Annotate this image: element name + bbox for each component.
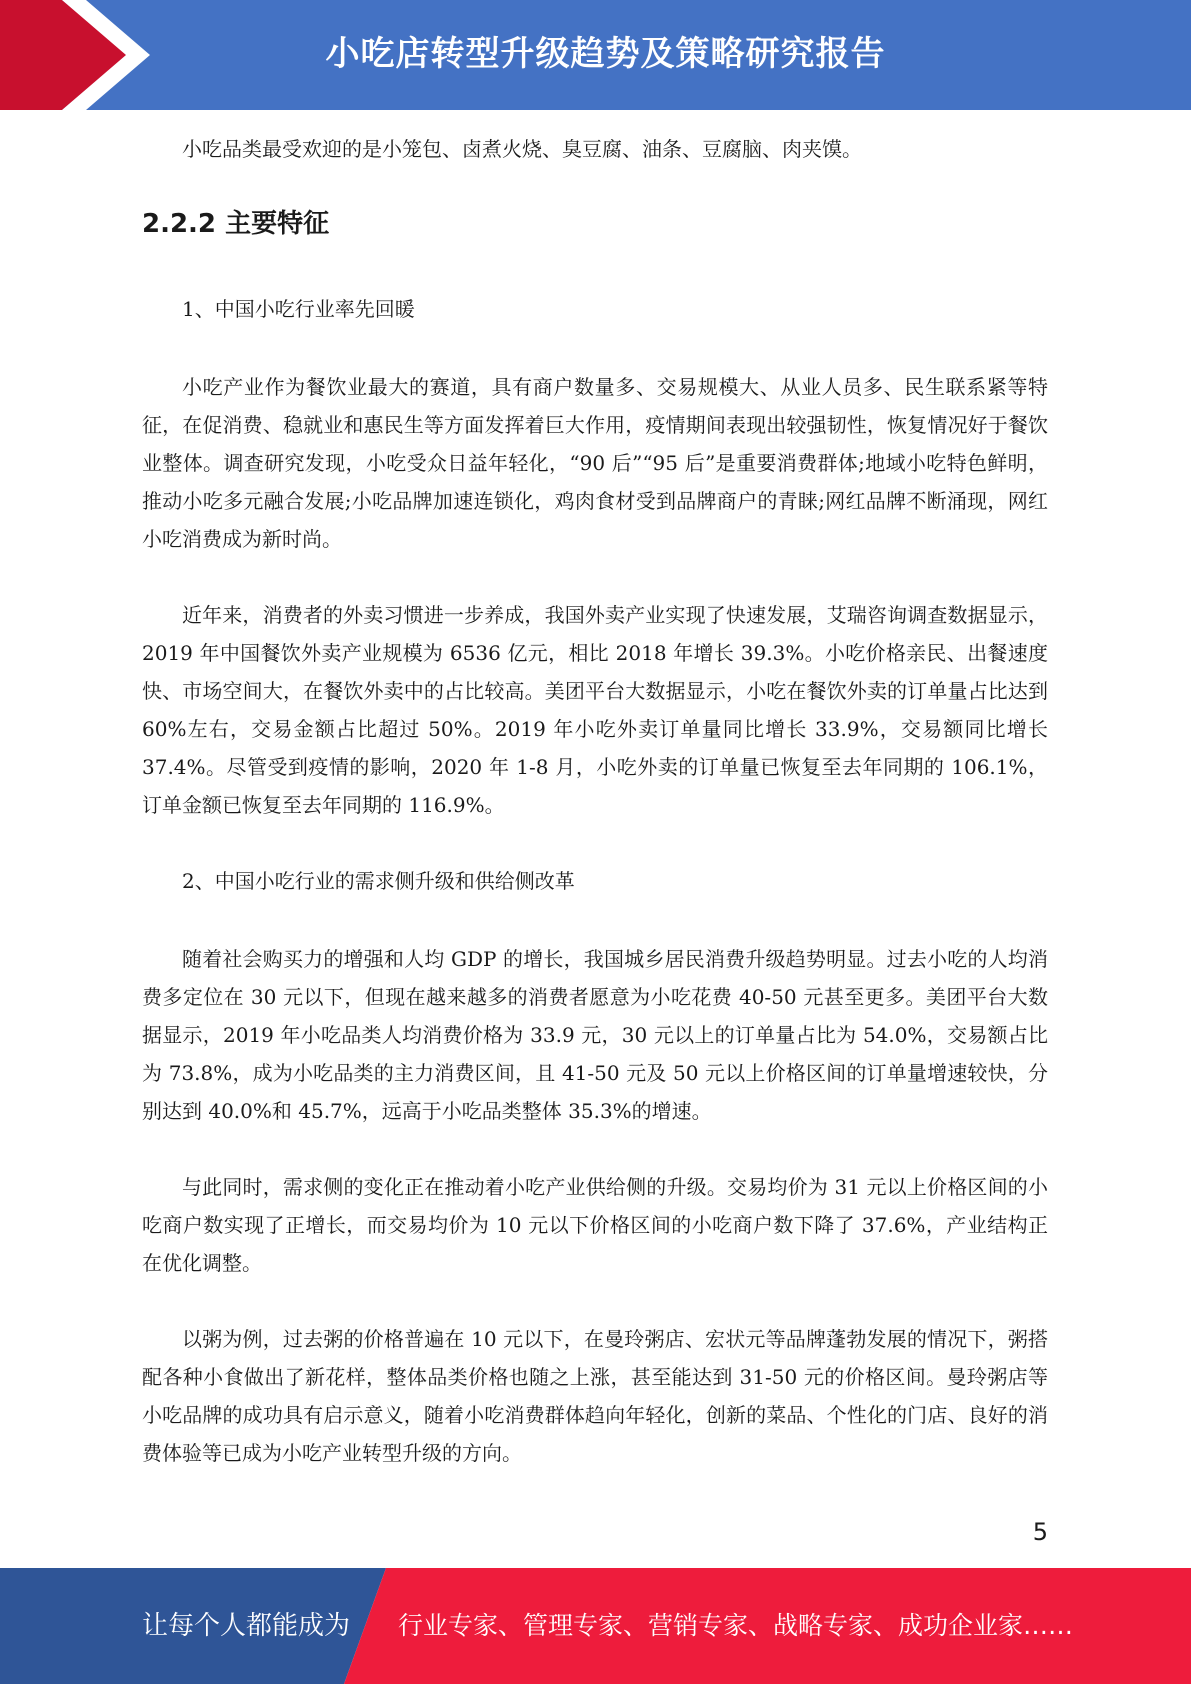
footer-slogan-right: 行业专家、管理专家、营销专家、战略专家、成功企业家…… <box>398 1611 1074 1640</box>
section-heading: 2.2.2 主要特征 <box>142 209 330 239</box>
page-number: 5 <box>1032 1518 1048 1546</box>
paragraph-4: 与此同时，需求侧的变化正在推动着小吃产业供给侧的升级。交易均价为 31 元以上价格区间的小吃商户数实现了正增长，而交易均价为 10 元以下价格区间的小吃商户数下降了 37.6%，产业结构正在优化调整。 <box>142 1175 1048 1275</box>
paragraph-5: 以粥为例，过去粥的价格普遍在 10 元以下，在曼玲粥店、宏状元等品牌蓬勃发展的情况下，粥搭配各种小食做出了新花样，整体品类价格也随之上涨，甚至能达到 31-50 元的价格区间。曼玲粥店等小吃品牌的成功具有启示意义，随着小吃消费群体趋向年轻化，创新的菜品、个性化的门店、良好的消费体验等已成为小吃产业转型升级的方向。 <box>142 1327 1048 1465</box>
paragraph-1: 小吃产业作为餐饮业最大的赛道，具有商户数量多、交易规模大、从业人员多、民生联系紧等特征，在促消费、稳就业和惠民生等方面发挥着巨大作用，疫情期间表现出较强韧性，恢复情况好于餐饮业整体。调查研究发现，小吃受众日益年轻化，“90 后”“95 后”是重要消费群体;地域小吃特色鲜明，推动小吃多元融合发展;小吃品牌加速连锁化，鸡肉食材受到品牌商户的青睐;网红品牌不断涌现，网红小吃消费成为新时尚。 <box>142 375 1048 551</box>
paragraph-2: 近年来，消费者的外卖习惯进一步养成，我国外卖产业实现了快速发展，艾瑞咨询调查数据显示，2019 年中国餐饮外卖产业规模为 6536 亿元，相比 2018 年增长 39.3%。小吃价格亲民、出餐速度快、市场空间大，在餐饮外卖中的占比较高。美团平台大数据显示，小吃在餐饮外卖的订单量占比达到 60%左右，交易金额占比超过 50%。2019 年小吃外卖订单量同比增长 33.9%，交易额同比增长 37.4%。尽管受到疫情的影响，2020 年 1-8 月，小吃外卖的订单量已恢复至去年同期的 106.1%，订单金额已恢复至去年同期的 116.9%。 <box>142 603 1048 817</box>
item-title-2: 2、中国小吃行业的需求侧升级和供给侧改革 <box>182 869 575 893</box>
document-title: 小吃店转型升级趋势及策略研究报告 <box>325 34 886 74</box>
header-banner <box>0 0 1191 110</box>
paragraph-3: 随着社会购买力的增强和人均 GDP 的增长，我国城乡居民消费升级趋势明显。过去小吃的人均消费多定位在 30 元以下，但现在越来越多的消费者愿意为小吃花费 40-50 元甚至更多。美团平台大数据显示，2019 年小吃品类人均消费价格为 33.9 元，30 元以上的订单量占比为 54.0%，交易额占比为 73.8%，成为小吃品类的主力消费区间，且 41-50 元及 50 元以上价格区间的订单量增速较快，分别达到 40.0%和 45.7%，远高于小吃品类整体 35.3%的增速。 <box>142 947 1048 1123</box>
document-body <box>142 130 1048 1472</box>
footer-banner <box>0 1568 1191 1684</box>
item-title-1: 1、中国小吃行业率先回暖 <box>182 297 415 321</box>
intro-paragraph: 小吃品类最受欢迎的是小笼包、卤煮火烧、臭豆腐、油条、豆腐脑、肉夹馍。 <box>182 137 862 161</box>
footer-slogan-left: 让每个人都能成为 <box>142 1611 351 1641</box>
